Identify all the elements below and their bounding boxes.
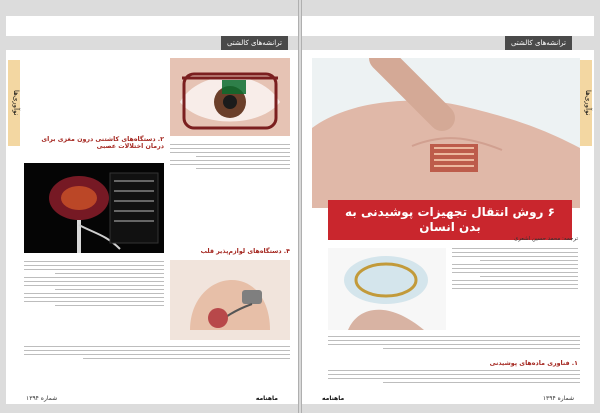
left-text-block-2 [24, 261, 164, 309]
eye-lens-image [170, 58, 290, 136]
left-subheading-1: ۲. دستگاه‌های کاشتنی درون مغزی برای درمان اختلالات عصبی [41, 136, 164, 150]
left-subheading-2: ۴. دستگاه‌های لوازم‌پذیر قلب [200, 248, 290, 255]
right-subheading-1: ۱. فناوری ماده‌های پوشیدنی [489, 360, 578, 367]
vertical-section-label-left: نوآوری‌ها [8, 60, 20, 146]
right-logo: ماهنامه [322, 395, 345, 402]
contact-lens-image [328, 248, 446, 330]
right-text-block-2 [328, 336, 580, 352]
brain-implant-image [24, 163, 164, 253]
section-tab-left: ترانشه‌های کالشتی [221, 36, 288, 50]
brain-implant-illustration [24, 163, 164, 253]
vertical-section-label-right: نوآوری‌ها [580, 60, 592, 146]
eye-lens-illustration [170, 58, 290, 136]
arm-skin-chip-image [312, 58, 580, 208]
article-title: ۶ روش انتقال تجهیزات پوشیدنی به بدن انسان [328, 200, 572, 240]
left-logo: ماهنامه [255, 395, 278, 402]
right-text-block-3 [328, 370, 580, 386]
right-text-block-1 [452, 248, 578, 292]
right-footer: شماره ۱۳۹۴ [542, 395, 574, 402]
left-text-block-1 [170, 144, 290, 172]
left-footer: شماره ۱۳۹۴ [26, 395, 58, 402]
left-page [6, 16, 298, 404]
right-page [302, 16, 594, 404]
heart-device-illustration [170, 260, 290, 340]
left-text-block-3 [24, 346, 290, 362]
heart-device-image [170, 260, 290, 340]
section-tab-right: ترانشه‌های کالشتی [505, 36, 572, 50]
contact-lens-illustration [328, 248, 446, 330]
arm-skin-chip-illustration [312, 58, 580, 208]
article-byline: ترجمه: محمد حسین اشعری [513, 236, 578, 242]
